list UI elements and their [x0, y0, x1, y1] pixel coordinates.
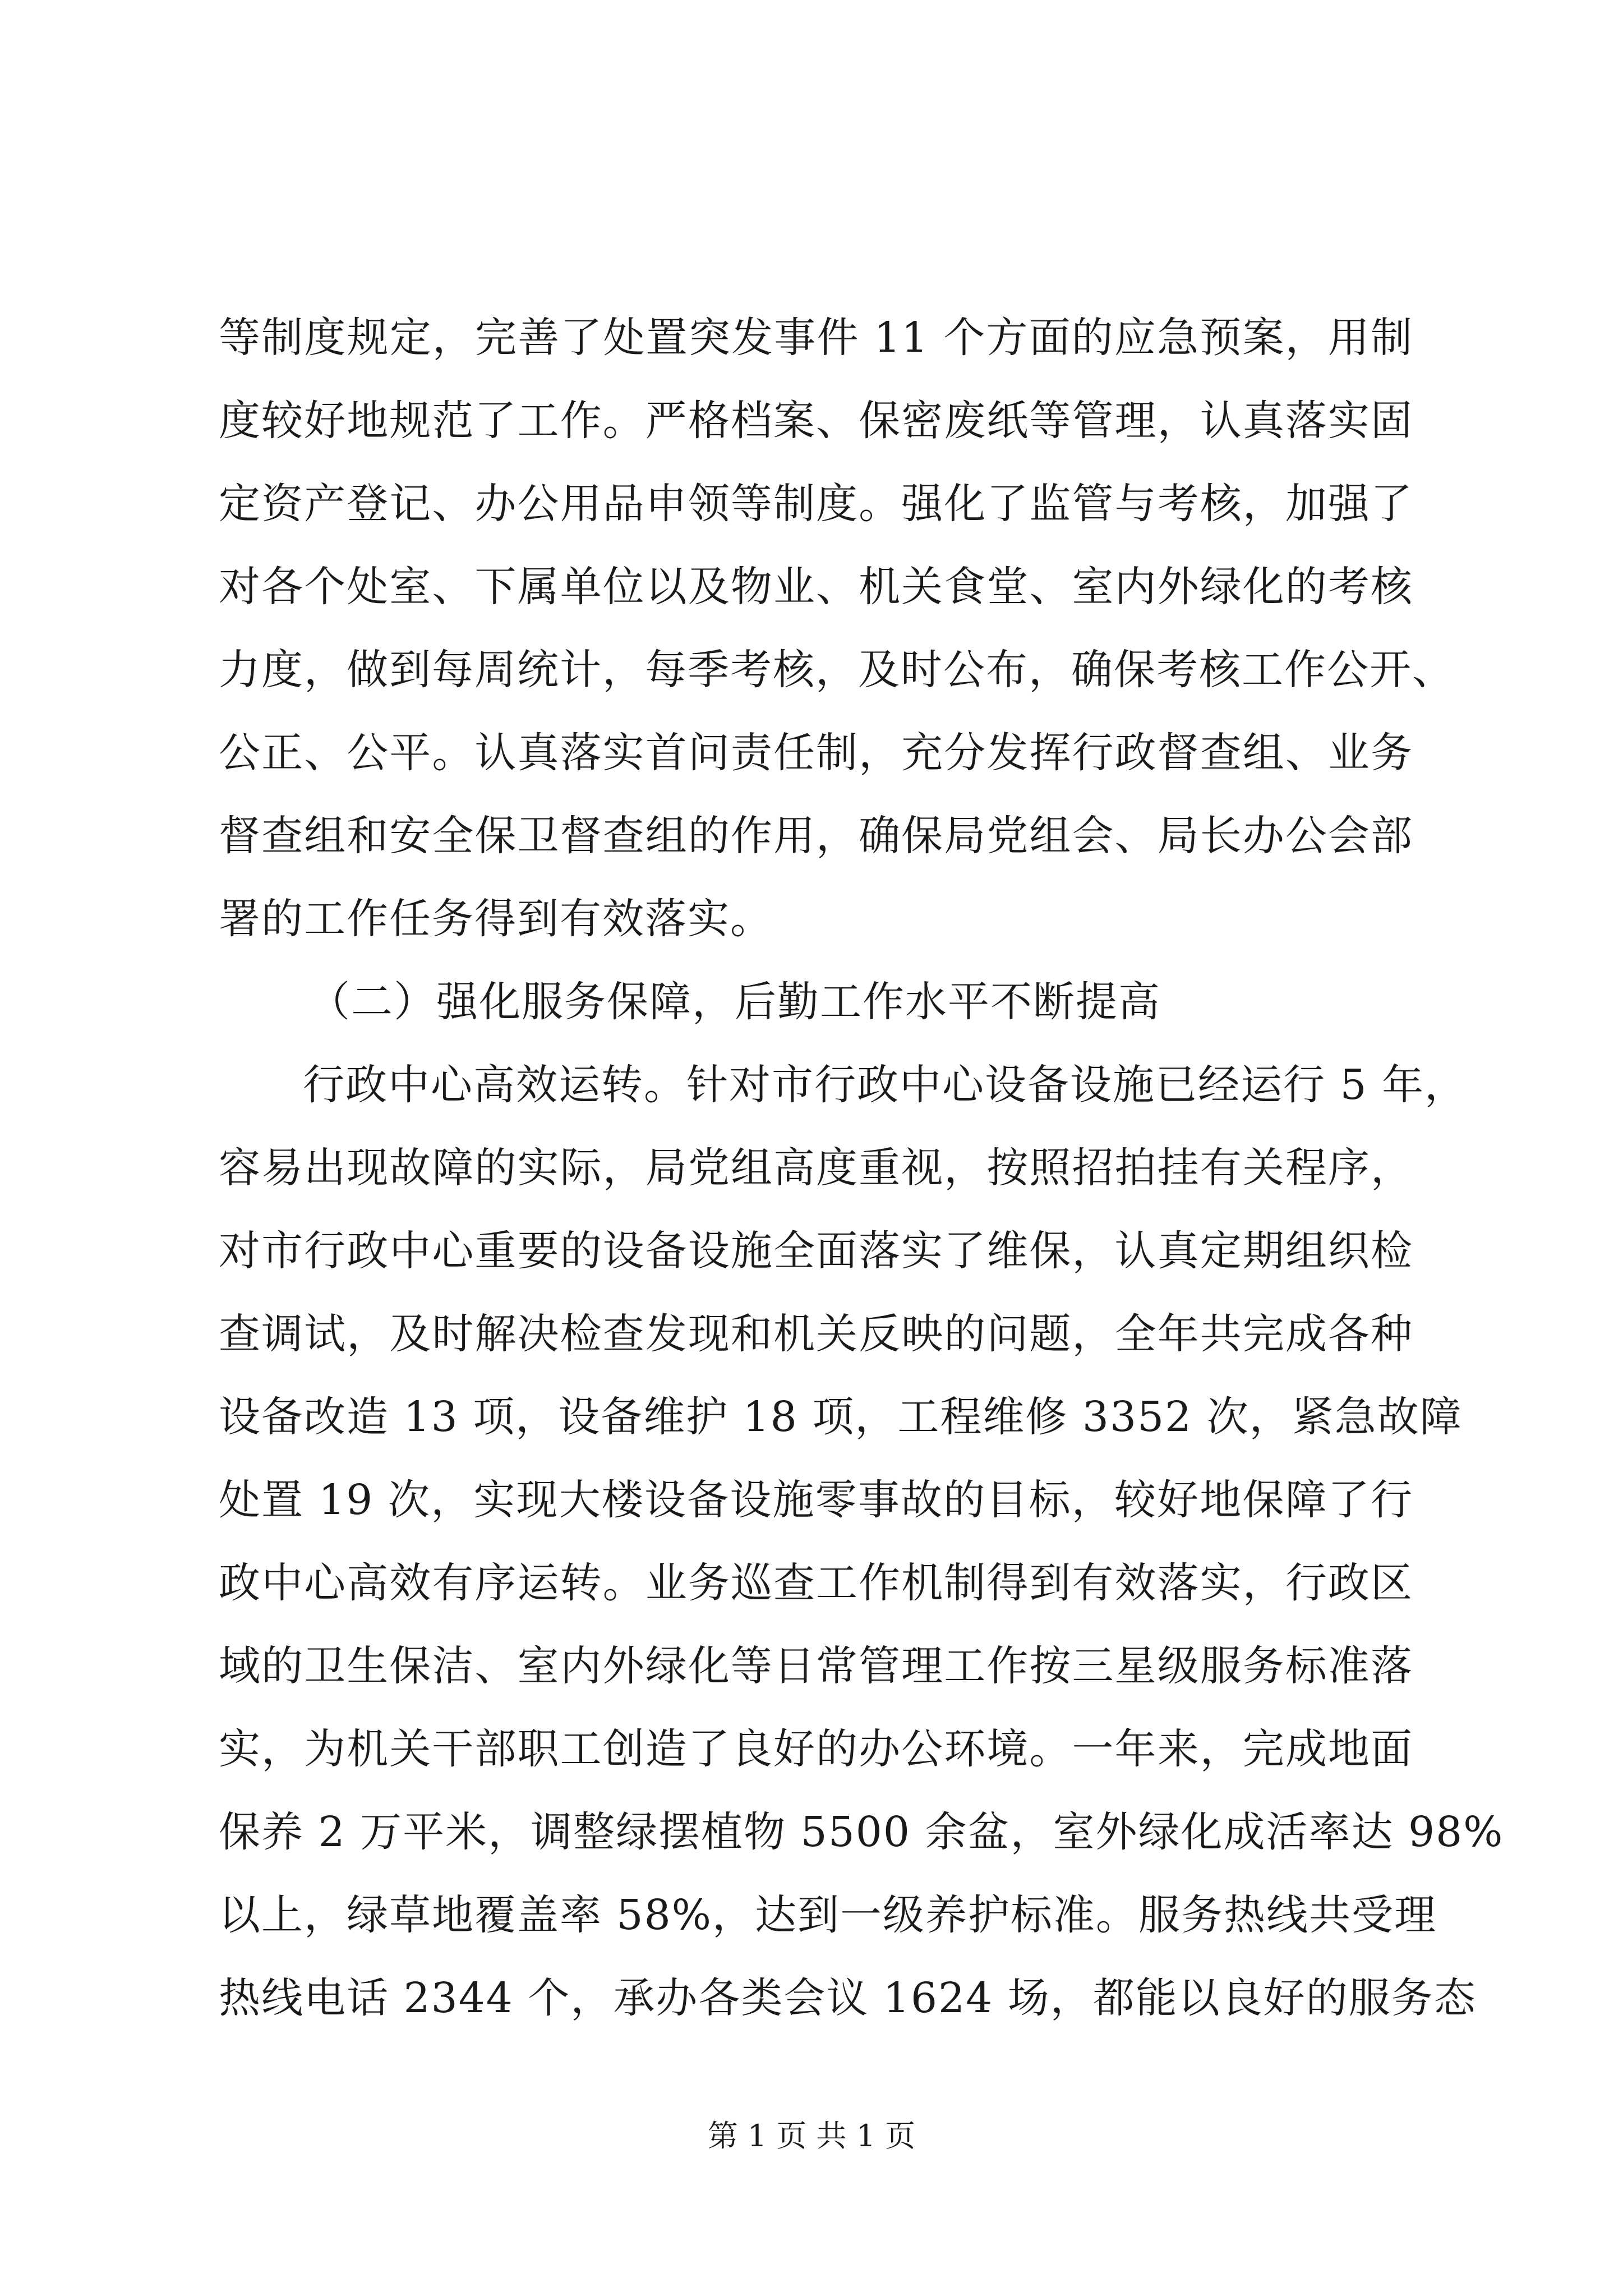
- text-line: 督查组和安全保卫督查组的作用，确保局党组会、局长办公会部: [219, 812, 1413, 860]
- text-line: 处置 19 次，实现大楼设备设施零事故的目标，较好地保障了行: [219, 1476, 1413, 1524]
- text-line: 政中心高效有序运转。业务巡查工作机制得到有效落实，行政区: [219, 1559, 1413, 1607]
- document-body: [219, 296, 1504, 2040]
- text-line: 定资产登记、办公用品申领等制度。强化了监管与考核，加强了: [219, 480, 1413, 528]
- text-line: 实，为机关干部职工创造了良好的办公环境。一年来，完成地面: [219, 1725, 1413, 1773]
- section-heading: （二）强化服务保障，后勤工作水平不断提高: [308, 978, 1161, 1026]
- text-line: 对市行政中心重要的设备设施全面落实了维保，认真定期组织检: [219, 1227, 1413, 1275]
- text-line: 以上，绿草地覆盖率 58%，达到一级养护标准。服务热线共受理: [219, 1891, 1437, 1939]
- page-number-footer: 第 1 页 共 1 页: [707, 2118, 916, 2154]
- text-line: 等制度规定，完善了处置突发事件 11 个方面的应急预案，用制: [219, 314, 1413, 362]
- text-line: 设备改造 13 项，设备维护 18 项，工程维修 3352 次，紧急故障: [219, 1393, 1463, 1441]
- text-line: 度较好地规范了工作。严格档案、保密废纸等管理，认真落实固: [219, 397, 1413, 445]
- text-line: 容易出现故障的实际，局党组高度重视，按照招拍挂有关程序，: [219, 1144, 1413, 1192]
- text-line: 力度，做到每周统计，每季考核，及时公布，确保考核工作公开、: [219, 646, 1455, 694]
- text-line: 公正、公平。认真落实首问责任制，充分发挥行政督查组、业务: [219, 729, 1413, 777]
- text-line: 域的卫生保洁、室内外绿化等日常管理工作按三星级服务标准落: [219, 1642, 1413, 1690]
- text-line: 热线电话 2344 个，承办各类会议 1624 场，都能以良好的服务态: [219, 1974, 1477, 2022]
- text-line: 查调试，及时解决检查发现和机关反映的问题，全年共完成各种: [219, 1310, 1413, 1358]
- text-line: 对各个处室、下属单位以及物业、机关食堂、室内外绿化的考核: [219, 563, 1413, 611]
- paragraph-first-line: 行政中心高效运转。针对市行政中心设备设施已经运行 5 年，: [303, 1061, 1468, 1109]
- text-line: 署的工作任务得到有效落实。: [219, 895, 773, 943]
- text-line: 保养 2 万平米，调整绿摆植物 5500 余盆，室外绿化成活率达 98%: [219, 1808, 1504, 1856]
